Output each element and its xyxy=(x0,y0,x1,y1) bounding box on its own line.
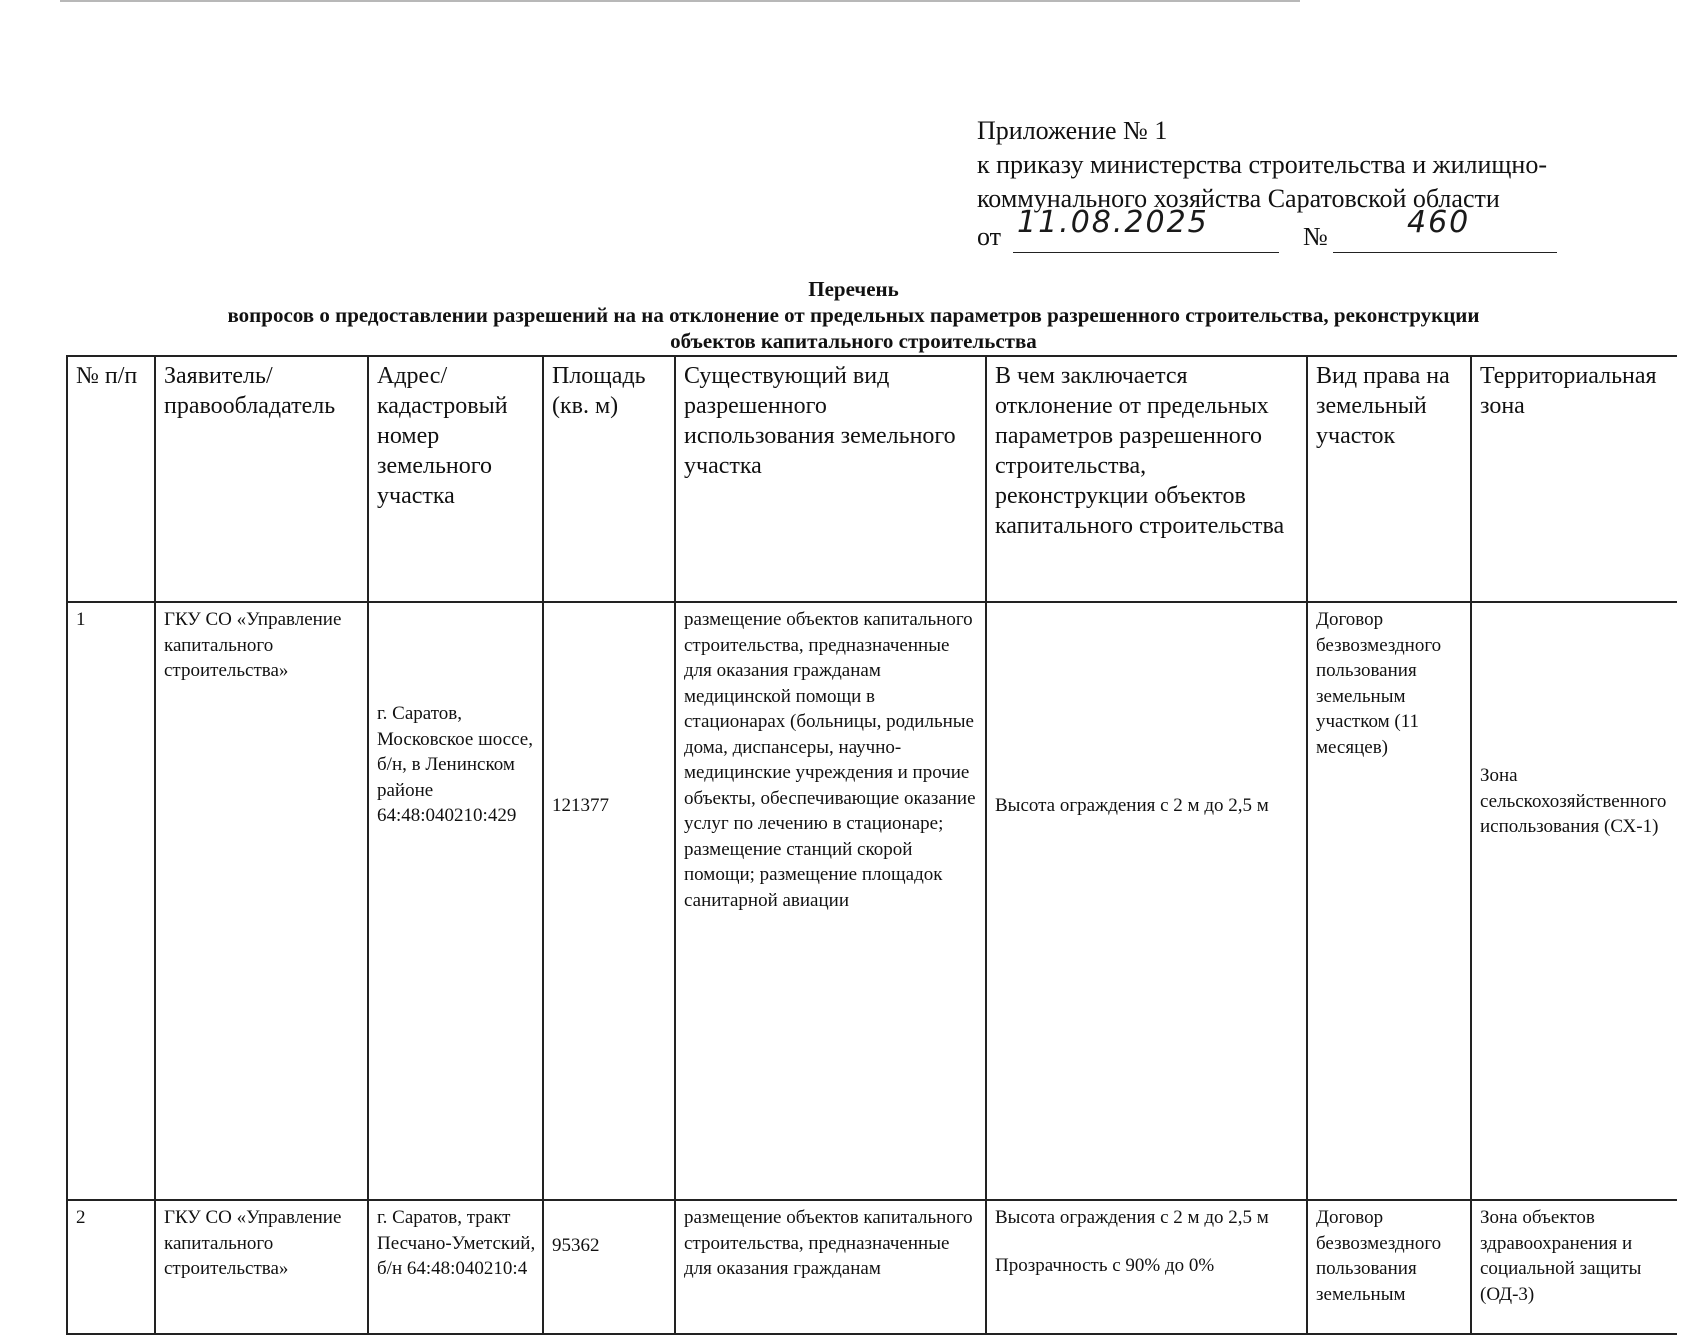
header-right: Вид права на земельный участок xyxy=(1307,356,1471,602)
number-label: № xyxy=(1303,222,1328,251)
annex-line-1: Приложение № 1 xyxy=(977,116,1168,145)
cell-address: г. Саратов, Московское шоссе, б/н, в Ленинском районе 64:48:040210:429 xyxy=(368,602,543,1200)
cell-num: 1 xyxy=(67,602,155,1200)
applications-table xyxy=(66,355,1677,1335)
cell-use: размещение объектов капитального строительства, предназначенные для оказания гражданам xyxy=(675,1200,986,1334)
cell-area: 95362 xyxy=(543,1200,675,1334)
cell-num: 2 xyxy=(67,1200,155,1334)
title-line-1: Перечень xyxy=(808,277,899,301)
header-deviation: В чем заключается отклонение от предельных параметров разрешенного строительства, реконструкции объектов капитального строительства xyxy=(986,356,1307,602)
header-address: Адрес/ кадастровый номер земельного участка xyxy=(368,356,543,602)
cell-use: размещение объектов капитального строительства, предназначенные для оказания гражданам медицинской помощи в стационарах (больницы, родильные дома, диспансеры, научно-медицинские учреждения и прочие объекты, обеспечивающие оказание услуг по лечению в стационаре; размещение станций скорой помощи; размещение площадок санитарной авиации xyxy=(675,602,986,1200)
handwritten-number: 460 xyxy=(1407,205,1471,240)
cell-deviation: Высота ограждения с 2 м до 2,5 м xyxy=(986,602,1307,1200)
annex-header xyxy=(977,114,1547,252)
cell-zone: Зона сельскохозяйственного использования (СХ-1) xyxy=(1471,602,1677,1200)
cell-right: Договор безвозмездного пользования земельным xyxy=(1307,1200,1471,1334)
title-line-3: объектов капитального строительства xyxy=(670,329,1037,353)
date-label: от xyxy=(977,222,1002,251)
annex-line-3: коммунального хозяйства Саратовской области xyxy=(977,184,1500,213)
cell-zone: Зона объектов здравоохранения и социальной защиты (ОД-3) xyxy=(1471,1200,1677,1334)
title-line-2: вопросов о предоставлении разрешений на на отклонение от предельных параметров разрешенного строительства, реконструкции xyxy=(227,303,1480,327)
cell-area: 121377 xyxy=(543,602,675,1200)
cell-deviation: Высота ограждения с 2 м до 2,5 м xyxy=(995,1207,1269,1228)
table-row xyxy=(67,1200,1677,1334)
annex-line-2: к приказу министерства строительства и жилищно- xyxy=(977,150,1547,179)
header-num: № п/п xyxy=(67,356,155,602)
table-header-row xyxy=(67,356,1677,602)
cell-address: г. Саратов, тракт Песчано-Уметский, б/н 64:48:040210:4 xyxy=(368,1200,543,1334)
header-applicant: Заявитель/ правообладатель xyxy=(155,356,368,602)
cell-transparency: Прозрачность с 90% до 0% xyxy=(995,1254,1215,1276)
handwritten-date: 11.08.2025 xyxy=(1017,205,1209,240)
header-zone: Территориальная зона xyxy=(1471,356,1677,602)
scan-edge-line xyxy=(60,0,1300,2)
table-row xyxy=(67,602,1677,1200)
document-title xyxy=(0,276,1707,354)
header-area: Площадь (кв. м) xyxy=(543,356,675,602)
annex-date-number-row xyxy=(977,205,1547,252)
cell-right: Договор безвозмездного пользования земельным участком (11 месяцев) xyxy=(1307,602,1471,1200)
cell-applicant: ГКУ СО «Управление капитального строительства» xyxy=(155,1200,368,1334)
header-use: Существующий вид разрешенного использования земельного участка xyxy=(675,356,986,602)
cell-deviation-group xyxy=(986,1200,1307,1334)
cell-applicant: ГКУ СО «Управление капитального строительства» xyxy=(155,602,368,1200)
